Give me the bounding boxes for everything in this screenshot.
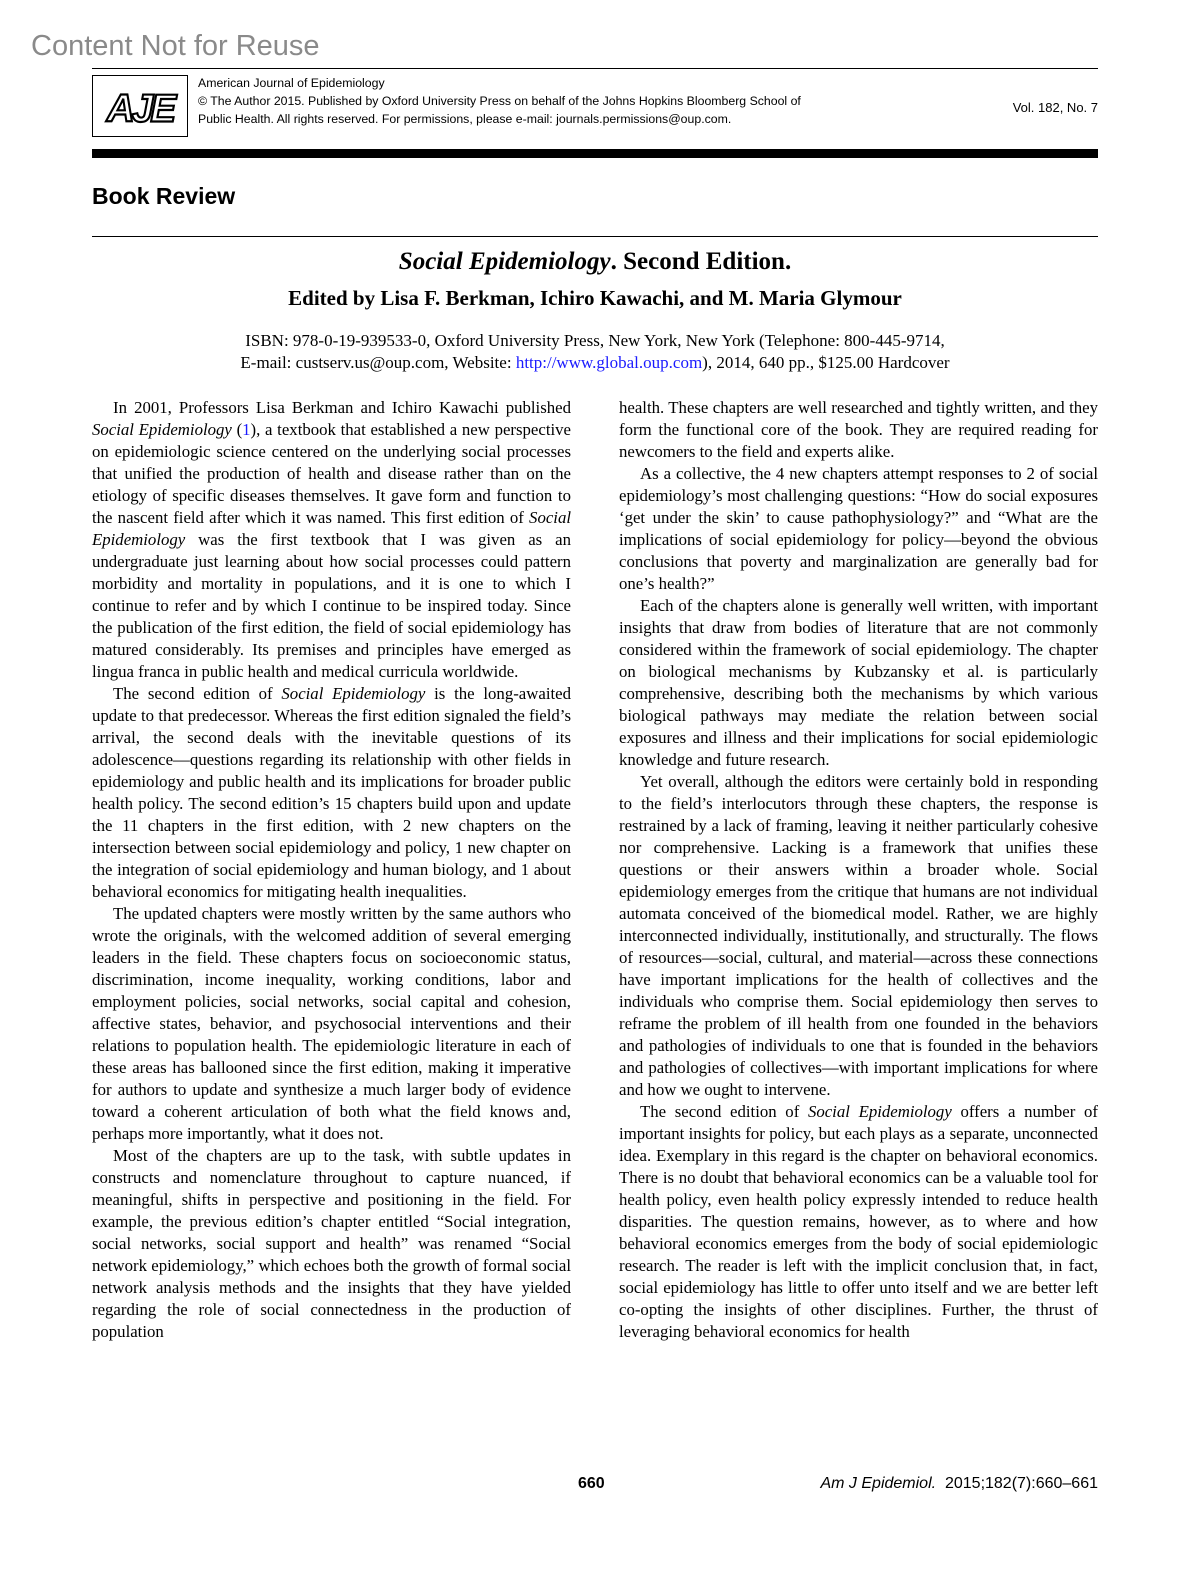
copyright-line: © The Author 2015. Published by Oxford University Press on behalf of the Johns Hopkins Bloomberg School of (198, 94, 801, 108)
journal-logo (92, 75, 188, 137)
reference-link[interactable]: 1 (242, 420, 251, 439)
book-editors: Edited by Lisa F. Berkman, Ichiro Kawachi, and M. Maria Glymour (288, 286, 902, 310)
book-title-edition: . Second Edition. (610, 248, 792, 275)
book-title (92, 248, 1098, 276)
paragraph: The second edition of Social Epidemiology is the long-awaited update to that predecessor. Whereas the first edition signaled the field’s arrival, the second deals with the inevitable questions of its adolescence—questions regarding its relationship with other fields in epidemiology and public health and its implications for broader public health policy. The second edition’s 15 chapters build upon and update the 11 chapters in the first edition, with 2 new chapters on the intersection between social epidemiology and policy, 1 new chapter on the integration of social epidemiology and human biology, and 1 about behavioral economics for mitigating health inequalities. (92, 684, 571, 901)
svg-text:AJE: AJE (106, 87, 174, 131)
citation-details: 2015;182(7):660–661 (944, 1475, 1098, 1492)
citation-journal: Am J Epidemiol. (820, 1475, 937, 1492)
paragraph: Each of the chapters alone is generally well written, with important insights that draw from bodies of literature that are not commonly considered within the framework of social epidemiology. The chapter on biological mechanisms by Kubzansky et al. is particularly comprehensive, describing both the mechanisms by which various biological pathways may mediate the relation between social exposures and illness and their implications for social epidemiologic knowledge and future research. (619, 596, 1098, 769)
book-publication-info (92, 330, 1098, 374)
journal-info (198, 74, 858, 128)
contact-line: E-mail: custserv.us@oup.com, Website: http://www.global.oup.com), 2014, 640 pp., $125.00 Hardcover (240, 353, 950, 372)
body-column-right (619, 397, 1098, 1343)
paragraph: Yet overall, although the editors were certainly bold in responding to the field’s interlocutors through these chapters, the response is restrained by a lack of framing, leaving it neither particularly cohesive nor comprehensive. Lacking is a framework that unifies these questions or their answers within a broader whole. Social epidemiology emerges from the critique that humans are not individual automata conceived of the biomedical model. Rather, we are highly interconnected individually, institutionally, and structurally. The flows of resources—social, cultural, and material—across these connections have important implications for the health of collectives and the individuals who comprise them. Social epidemiology then serves to reframe the problem of ill health from one founded in the behaviors and pathologies of individuals to one that is founded in the behaviors and pathologies of collectives—with important implications for where and how we ought to intervene. (619, 772, 1098, 1099)
book-title-italic: Social Epidemiology (398, 248, 611, 275)
journal-name: American Journal of Epidemiology (198, 76, 385, 90)
citation (820, 1475, 1098, 1493)
publisher-website-link[interactable]: http://www.global.oup.com (515, 353, 703, 372)
header-divider-bar (92, 149, 1098, 158)
paragraph: As a collective, the 4 new chapters attempt responses to 2 of social epidemiology’s most challenging questions: “How do social exposures ‘get under the skin’ to cause pathophysiology?” and “What are the implications of social epidemiology for policy—beyond the obvious conclusions that poverty and marginalization are generally bad for one’s health?” (619, 464, 1098, 593)
paragraph: Most of the chapters are up to the task, with subtle updates in constructs and nomenclature throughout to capture nuanced, if meaningful, shifts in perspective and positioning in the field. For example, the previous edition’s chapter entitled “Social integration, social networks, social support and health” was renamed “Social network epidemiology,” which echoes both the growth of formal social network analysis methods and the insights that they have yielded regarding the role of social connectedness in the production of population (92, 1146, 571, 1341)
volume-label: Vol. 182, No. 7 (1012, 100, 1098, 115)
header-top-rule (92, 68, 1098, 69)
page-number: 660 (578, 1475, 605, 1492)
section-rule (92, 236, 1098, 237)
body-column-left (92, 397, 571, 1343)
isbn-line: ISBN: 978-0-19-939533-0, Oxford University Press, New York, New York (Telephone: 800-445-9714, (245, 331, 945, 350)
section-title: Book Review (92, 183, 236, 209)
aje-logo-mark (93, 76, 187, 136)
paragraph: In 2001, Professors Lisa Berkman and Ichiro Kawachi published Social Epidemiology (1), a textbook that established a new perspective on epidemiologic science centered on the underlying social processes that unified the production of health and disease rather than on the etiology of specific diseases themselves. It gave form and function to the nascent field after which it was named. This first edition of Social Epidemiology was the first textbook that I was given as an undergraduate just learning about how social processes could pattern morbidity and mortality in populations, and it is one to which I continue to refer and by which I continue to be inspired today. Since the publication of the first edition, the field of social epidemiology has matured considerably. Its premises and principles have emerged as lingua franca in public health and medical curricula worldwide. (92, 398, 571, 681)
paragraph: The updated chapters were mostly written by the same authors who wrote the originals, with the welcomed addition of several emerging leaders in the field. These chapters focus on socioeconomic status, discrimination, income inequality, working conditions, labor and employment policies, social networks, social capital and cohesion, affective states, behavior, and psychosocial interventions and their relations to population health. The epidemiologic literature in each of these areas has ballooned since the first edition, making it imperative for authors to update and synthesize a much larger body of evidence toward a coherent articulation of both what the field knows and, perhaps more importantly, what it does not. (92, 904, 571, 1143)
paragraph: The second edition of Social Epidemiology offers a number of important insights for policy, but each plays as a separate, unconnected idea. Exemplary in this regard is the chapter on behavioral economics. There is no doubt that behavioral economics can be a valuable tool for health policy, even health policy expressly intended to reduce health disparities. The question remains, however, as to where and how behavioral economics emerges from the body of social epidemiologic research. The reader is left with the implicit conclusion that, in fact, social epidemiology has little to offer unto itself and we are better left co-opting the insights of other disciplines. Further, the thrust of leveraging behavioral economics for health (619, 1102, 1098, 1341)
permissions-line: Public Health. All rights reserved. For permissions, please e-mail: journals.permissions@oup.com. (198, 112, 732, 126)
paragraph-continued: health. These chapters are well researched and tightly written, and they form the functional core of the book. They are required reading for newcomers to the field and experts alike. (619, 398, 1098, 461)
watermark: Content Not for Reuse (31, 30, 320, 62)
